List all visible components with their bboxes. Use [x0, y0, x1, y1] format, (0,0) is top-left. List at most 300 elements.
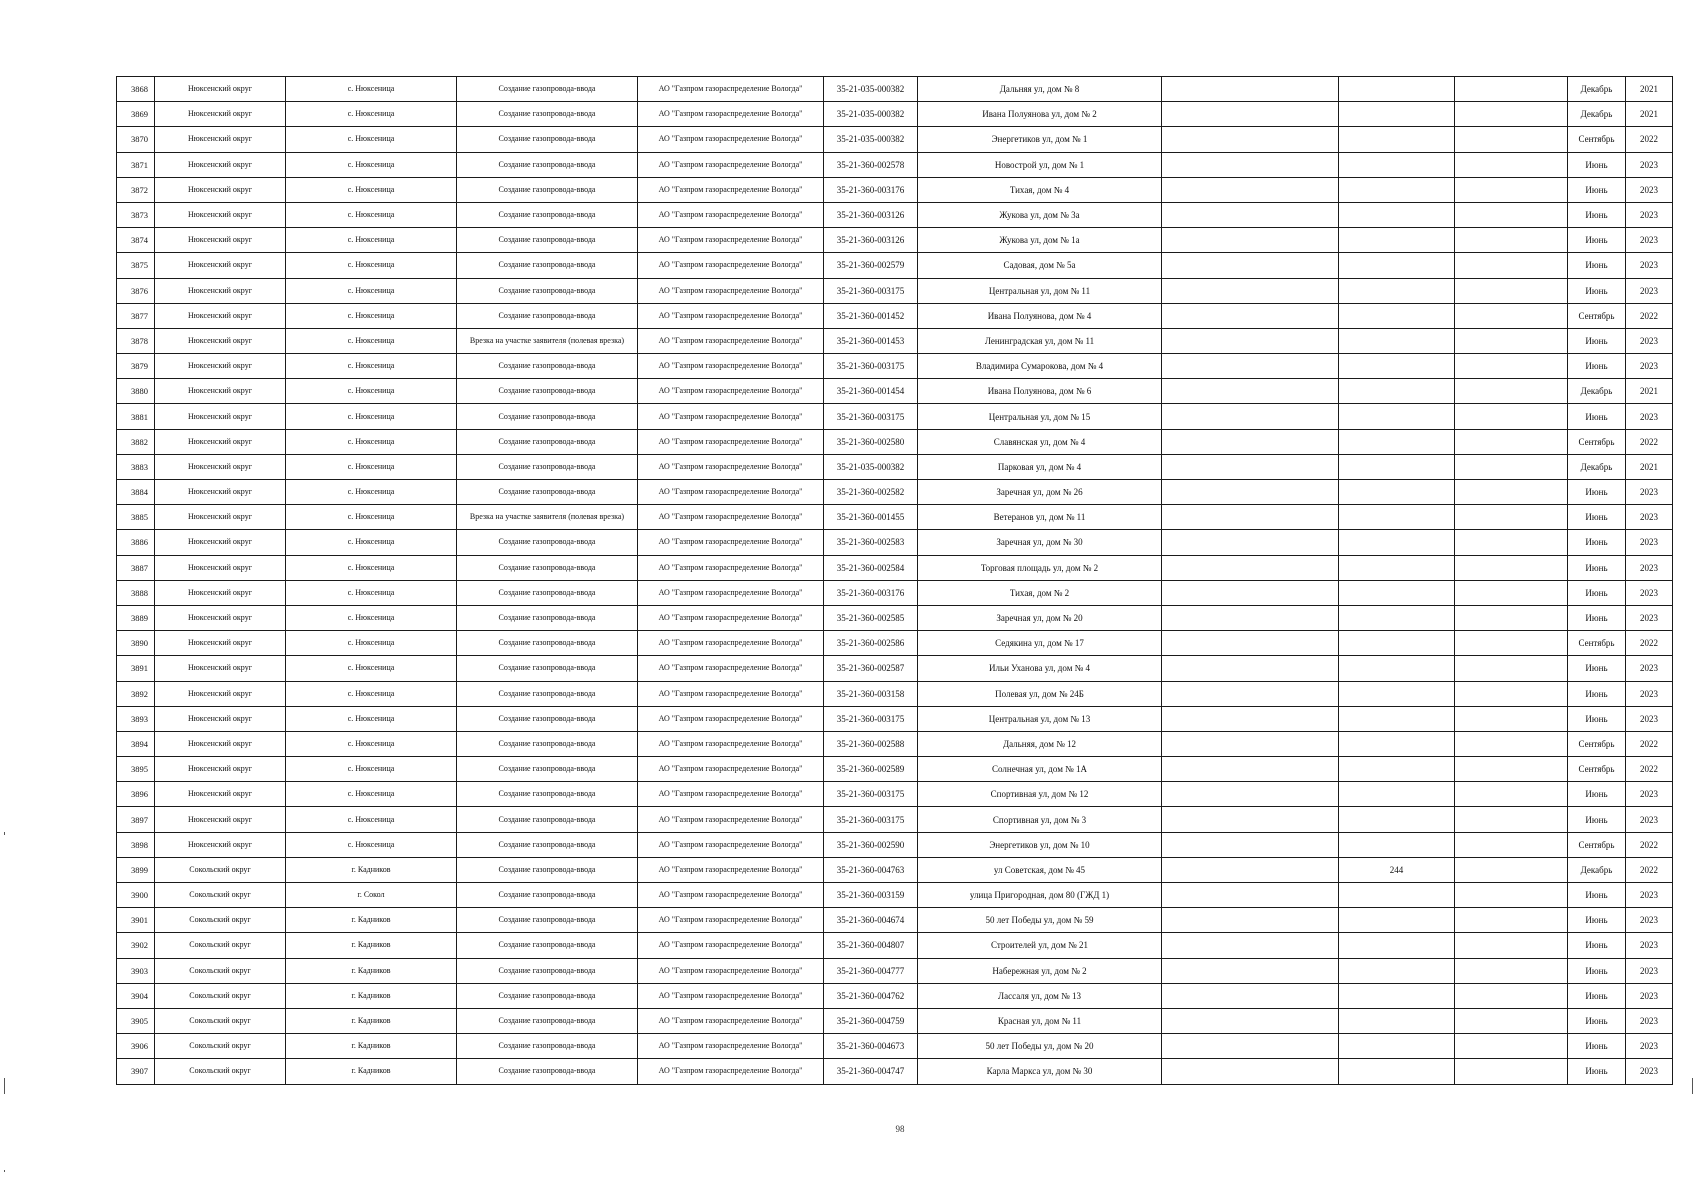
work-type-cell: Создание газопровода-ввода	[457, 555, 638, 580]
empty-cell	[1455, 303, 1568, 328]
address-cell: Спортивная ул, дом № 3	[918, 807, 1162, 832]
row-number: 3885	[117, 505, 155, 530]
locality-cell: г. Кадников	[286, 857, 457, 882]
work-type-cell: Создание газопровода-ввода	[457, 1008, 638, 1033]
locality-cell: г. Кадников	[286, 1008, 457, 1033]
empty-cell	[1455, 706, 1568, 731]
work-type-cell: Создание газопровода-ввода	[457, 253, 638, 278]
empty-cell	[1162, 631, 1339, 656]
locality-cell: с. Нюксеница	[286, 177, 457, 202]
company-cell: АО "Газпром газораспределение Вологда"	[638, 278, 824, 303]
company-cell: АО "Газпром газораспределение Вологда"	[638, 152, 824, 177]
code-cell: 35-21-360-002582	[824, 480, 918, 505]
extra-value-cell	[1339, 228, 1455, 253]
work-type-cell: Создание газопровода-ввода	[457, 354, 638, 379]
locality-cell: с. Нюксеница	[286, 102, 457, 127]
row-number: 3878	[117, 328, 155, 353]
scan-edge-mark	[4, 832, 5, 835]
empty-cell	[1455, 328, 1568, 353]
extra-value-cell	[1339, 278, 1455, 303]
address-cell: Полевая ул, дом № 24Б	[918, 681, 1162, 706]
work-type-cell: Создание газопровода-ввода	[457, 429, 638, 454]
empty-cell	[1455, 857, 1568, 882]
code-cell: 35-21-360-002586	[824, 631, 918, 656]
extra-value-cell	[1339, 354, 1455, 379]
empty-cell	[1455, 505, 1568, 530]
company-cell: АО "Газпром газораспределение Вологда"	[638, 177, 824, 202]
district-cell: Нюксенский округ	[155, 328, 286, 353]
district-cell: Нюксенский округ	[155, 127, 286, 152]
company-cell: АО "Газпром газораспределение Вологда"	[638, 77, 824, 102]
code-cell: 35-21-360-001455	[824, 505, 918, 530]
empty-cell	[1162, 454, 1339, 479]
year-cell: 2023	[1626, 883, 1673, 908]
empty-cell	[1162, 480, 1339, 505]
year-cell: 2023	[1626, 706, 1673, 731]
company-cell: АО "Газпром газораспределение Вологда"	[638, 1034, 824, 1059]
extra-value-cell	[1339, 127, 1455, 152]
row-number: 3893	[117, 706, 155, 731]
district-cell: Нюксенский округ	[155, 454, 286, 479]
extra-value-cell	[1339, 505, 1455, 530]
code-cell: 35-21-360-004674	[824, 908, 918, 933]
code-cell: 35-21-360-004777	[824, 958, 918, 983]
extra-value-cell	[1339, 605, 1455, 630]
row-number: 3883	[117, 454, 155, 479]
code-cell: 35-21-360-002583	[824, 530, 918, 555]
row-number: 3875	[117, 253, 155, 278]
empty-cell	[1455, 731, 1568, 756]
address-cell: Центральная ул, дом № 11	[918, 278, 1162, 303]
code-cell: 35-21-360-001452	[824, 303, 918, 328]
empty-cell	[1162, 404, 1339, 429]
empty-cell	[1455, 605, 1568, 630]
district-cell: Нюксенский округ	[155, 228, 286, 253]
extra-value-cell	[1339, 480, 1455, 505]
extra-value-cell	[1339, 454, 1455, 479]
table-row	[117, 303, 1673, 328]
empty-cell	[1162, 228, 1339, 253]
locality-cell: с. Нюксеница	[286, 77, 457, 102]
table-row	[117, 1059, 1673, 1084]
company-cell: АО "Газпром газораспределение Вологда"	[638, 253, 824, 278]
table-row	[117, 278, 1673, 303]
year-cell: 2022	[1626, 832, 1673, 857]
locality-cell: с. Нюксеница	[286, 127, 457, 152]
extra-value-cell	[1339, 631, 1455, 656]
empty-cell	[1162, 782, 1339, 807]
code-cell: 35-21-360-004759	[824, 1008, 918, 1033]
table-row	[117, 857, 1673, 882]
address-cell: Дальняя ул, дом № 8	[918, 77, 1162, 102]
year-cell: 2023	[1626, 958, 1673, 983]
district-cell: Нюксенский округ	[155, 278, 286, 303]
year-cell: 2022	[1626, 127, 1673, 152]
year-cell: 2023	[1626, 681, 1673, 706]
year-cell: 2022	[1626, 631, 1673, 656]
district-cell: Нюксенский округ	[155, 77, 286, 102]
code-cell: 35-21-360-003175	[824, 354, 918, 379]
address-cell: Новострой ул, дом № 1	[918, 152, 1162, 177]
extra-value-cell	[1339, 152, 1455, 177]
extra-value-cell	[1339, 202, 1455, 227]
row-number: 3882	[117, 429, 155, 454]
company-cell: АО "Газпром газораспределение Вологда"	[638, 908, 824, 933]
address-cell: Ивана Полуянова ул, дом № 2	[918, 102, 1162, 127]
address-cell: Ивана Полуянова, дом № 6	[918, 379, 1162, 404]
table-row	[117, 681, 1673, 706]
month-cell: Декабрь	[1568, 857, 1626, 882]
company-cell: АО "Газпром газораспределение Вологда"	[638, 202, 824, 227]
empty-cell	[1455, 933, 1568, 958]
district-cell: Нюксенский округ	[155, 832, 286, 857]
code-cell: 35-21-360-003175	[824, 706, 918, 731]
locality-cell: с. Нюксеница	[286, 757, 457, 782]
work-type-cell: Создание газопровода-ввода	[457, 757, 638, 782]
empty-cell	[1455, 480, 1568, 505]
row-number: 3874	[117, 228, 155, 253]
company-cell: АО "Газпром газораспределение Вологда"	[638, 505, 824, 530]
district-cell: Нюксенский округ	[155, 202, 286, 227]
company-cell: АО "Газпром газораспределение Вологда"	[638, 631, 824, 656]
empty-cell	[1455, 202, 1568, 227]
district-cell: Нюксенский округ	[155, 505, 286, 530]
year-cell: 2023	[1626, 983, 1673, 1008]
district-cell: Нюксенский округ	[155, 757, 286, 782]
code-cell: 35-21-360-002588	[824, 731, 918, 756]
empty-cell	[1162, 807, 1339, 832]
month-cell: Июнь	[1568, 404, 1626, 429]
empty-cell	[1455, 958, 1568, 983]
empty-cell	[1162, 1008, 1339, 1033]
extra-value-cell	[1339, 908, 1455, 933]
address-cell: Тихая, дом № 4	[918, 177, 1162, 202]
address-cell: Седякина ул, дом № 17	[918, 631, 1162, 656]
empty-cell	[1162, 253, 1339, 278]
locality-cell: с. Нюксеница	[286, 681, 457, 706]
company-cell: АО "Газпром газораспределение Вологда"	[638, 404, 824, 429]
month-cell: Июнь	[1568, 328, 1626, 353]
extra-value-cell	[1339, 958, 1455, 983]
month-cell: Сентябрь	[1568, 303, 1626, 328]
year-cell: 2023	[1626, 354, 1673, 379]
code-cell: 35-21-360-003158	[824, 681, 918, 706]
locality-cell: с. Нюксеница	[286, 379, 457, 404]
table-row	[117, 580, 1673, 605]
work-type-cell: Создание газопровода-ввода	[457, 958, 638, 983]
row-number: 3906	[117, 1034, 155, 1059]
table-row	[117, 177, 1673, 202]
row-number: 3897	[117, 807, 155, 832]
district-cell: Нюксенский округ	[155, 656, 286, 681]
table-row	[117, 757, 1673, 782]
empty-cell	[1455, 379, 1568, 404]
empty-cell	[1162, 152, 1339, 177]
row-number: 3870	[117, 127, 155, 152]
table-row	[117, 958, 1673, 983]
table-row	[117, 605, 1673, 630]
year-cell: 2023	[1626, 480, 1673, 505]
empty-cell	[1455, 454, 1568, 479]
company-cell: АО "Газпром газораспределение Вологда"	[638, 681, 824, 706]
empty-cell	[1455, 278, 1568, 303]
code-cell: 35-21-035-000382	[824, 77, 918, 102]
company-cell: АО "Газпром газораспределение Вологда"	[638, 857, 824, 882]
month-cell: Сентябрь	[1568, 429, 1626, 454]
month-cell: Июнь	[1568, 480, 1626, 505]
row-number: 3869	[117, 102, 155, 127]
locality-cell: с. Нюксеница	[286, 480, 457, 505]
empty-cell	[1455, 631, 1568, 656]
row-number: 3892	[117, 681, 155, 706]
locality-cell: с. Нюксеница	[286, 832, 457, 857]
year-cell: 2023	[1626, 505, 1673, 530]
month-cell: Сентябрь	[1568, 757, 1626, 782]
address-cell: Центральная ул, дом № 15	[918, 404, 1162, 429]
address-cell: Энергетиков ул, дом № 1	[918, 127, 1162, 152]
table-row	[117, 731, 1673, 756]
locality-cell: с. Нюксеница	[286, 530, 457, 555]
empty-cell	[1455, 152, 1568, 177]
row-number: 3902	[117, 933, 155, 958]
empty-cell	[1455, 1034, 1568, 1059]
extra-value-cell	[1339, 580, 1455, 605]
locality-cell: с. Нюксеница	[286, 555, 457, 580]
address-cell: Ильи Уханова ул, дом № 4	[918, 656, 1162, 681]
row-number: 3876	[117, 278, 155, 303]
code-cell: 35-21-360-002580	[824, 429, 918, 454]
locality-cell: г. Кадников	[286, 908, 457, 933]
work-type-cell: Создание газопровода-ввода	[457, 77, 638, 102]
extra-value-cell	[1339, 1008, 1455, 1033]
work-type-cell: Создание газопровода-ввода	[457, 782, 638, 807]
district-cell: Нюксенский округ	[155, 530, 286, 555]
address-cell: Жукова ул, дом № 1а	[918, 228, 1162, 253]
code-cell: 35-21-360-002590	[824, 832, 918, 857]
address-cell: Парковая ул, дом № 4	[918, 454, 1162, 479]
address-cell: Тихая, дом № 2	[918, 580, 1162, 605]
row-number: 3895	[117, 757, 155, 782]
empty-cell	[1162, 958, 1339, 983]
company-cell: АО "Газпром газораспределение Вологда"	[638, 1059, 824, 1084]
code-cell: 35-21-360-002585	[824, 605, 918, 630]
company-cell: АО "Газпром газораспределение Вологда"	[638, 379, 824, 404]
table-row	[117, 1008, 1673, 1033]
year-cell: 2023	[1626, 278, 1673, 303]
empty-cell	[1455, 404, 1568, 429]
row-number: 3886	[117, 530, 155, 555]
row-number: 3871	[117, 152, 155, 177]
code-cell: 35-21-360-003175	[824, 404, 918, 429]
company-cell: АО "Газпром газораспределение Вологда"	[638, 580, 824, 605]
work-type-cell: Создание газопровода-ввода	[457, 202, 638, 227]
row-number: 3881	[117, 404, 155, 429]
code-cell: 35-21-360-002579	[824, 253, 918, 278]
work-type-cell: Создание газопровода-ввода	[457, 883, 638, 908]
month-cell: Декабрь	[1568, 379, 1626, 404]
table-row	[117, 328, 1673, 353]
address-cell: Заречная ул, дом № 20	[918, 605, 1162, 630]
district-cell: Нюксенский округ	[155, 731, 286, 756]
work-type-cell: Создание газопровода-ввода	[457, 983, 638, 1008]
empty-cell	[1455, 782, 1568, 807]
empty-cell	[1455, 177, 1568, 202]
empty-cell	[1162, 379, 1339, 404]
company-cell: АО "Газпром газораспределение Вологда"	[638, 757, 824, 782]
district-cell: Нюксенский округ	[155, 102, 286, 127]
month-cell: Июнь	[1568, 278, 1626, 303]
code-cell: 35-21-360-004673	[824, 1034, 918, 1059]
table-row	[117, 832, 1673, 857]
row-number: 3880	[117, 379, 155, 404]
address-cell: Строителей ул, дом № 21	[918, 933, 1162, 958]
locality-cell: с. Нюксеница	[286, 429, 457, 454]
locality-cell: г. Кадников	[286, 958, 457, 983]
locality-cell: с. Нюксеница	[286, 807, 457, 832]
year-cell: 2023	[1626, 253, 1673, 278]
locality-cell: с. Нюксеница	[286, 278, 457, 303]
table-row	[117, 202, 1673, 227]
month-cell: Июнь	[1568, 933, 1626, 958]
month-cell: Июнь	[1568, 656, 1626, 681]
code-cell: 35-21-360-003176	[824, 580, 918, 605]
empty-cell	[1455, 555, 1568, 580]
year-cell: 2022	[1626, 857, 1673, 882]
empty-cell	[1162, 555, 1339, 580]
code-cell: 35-21-360-004807	[824, 933, 918, 958]
code-cell: 35-21-360-003175	[824, 278, 918, 303]
district-cell: Сокольский округ	[155, 857, 286, 882]
work-type-cell: Создание газопровода-ввода	[457, 631, 638, 656]
company-cell: АО "Газпром газораспределение Вологда"	[638, 807, 824, 832]
table-row	[117, 454, 1673, 479]
empty-cell	[1162, 731, 1339, 756]
month-cell: Декабрь	[1568, 454, 1626, 479]
empty-cell	[1455, 757, 1568, 782]
empty-cell	[1455, 656, 1568, 681]
work-type-cell: Создание газопровода-ввода	[457, 857, 638, 882]
year-cell: 2023	[1626, 807, 1673, 832]
table-row	[117, 152, 1673, 177]
locality-cell: с. Нюксеница	[286, 706, 457, 731]
district-cell: Нюксенский округ	[155, 379, 286, 404]
month-cell: Декабрь	[1568, 102, 1626, 127]
address-cell: Лассаля ул, дом № 13	[918, 983, 1162, 1008]
year-cell: 2023	[1626, 933, 1673, 958]
empty-cell	[1162, 983, 1339, 1008]
work-type-cell: Создание газопровода-ввода	[457, 731, 638, 756]
extra-value-cell	[1339, 933, 1455, 958]
table-row	[117, 908, 1673, 933]
district-cell: Сокольский округ	[155, 1059, 286, 1084]
extra-value-cell	[1339, 77, 1455, 102]
month-cell: Июнь	[1568, 177, 1626, 202]
extra-value-cell	[1339, 983, 1455, 1008]
year-cell: 2023	[1626, 177, 1673, 202]
scan-edge-mark	[4, 1078, 5, 1094]
table-row	[117, 555, 1673, 580]
table-row	[117, 480, 1673, 505]
empty-cell	[1455, 530, 1568, 555]
company-cell: АО "Газпром газораспределение Вологда"	[638, 782, 824, 807]
locality-cell: г. Кадников	[286, 1034, 457, 1059]
empty-cell	[1455, 429, 1568, 454]
locality-cell: с. Нюксеница	[286, 303, 457, 328]
address-cell: Заречная ул, дом № 26	[918, 480, 1162, 505]
address-cell: ул Советская, дом № 45	[918, 857, 1162, 882]
extra-value-cell	[1339, 807, 1455, 832]
month-cell: Июнь	[1568, 253, 1626, 278]
district-cell: Нюксенский округ	[155, 303, 286, 328]
month-cell: Сентябрь	[1568, 631, 1626, 656]
extra-value-cell	[1339, 177, 1455, 202]
extra-value-cell	[1339, 883, 1455, 908]
month-cell: Июнь	[1568, 605, 1626, 630]
year-cell: 2022	[1626, 731, 1673, 756]
empty-cell	[1162, 177, 1339, 202]
table-row	[117, 1034, 1673, 1059]
row-number: 3868	[117, 77, 155, 102]
table-row	[117, 379, 1673, 404]
empty-cell	[1162, 580, 1339, 605]
empty-cell	[1162, 303, 1339, 328]
work-type-cell: Создание газопровода-ввода	[457, 303, 638, 328]
address-cell: Дальняя, дом № 12	[918, 731, 1162, 756]
table-row	[117, 228, 1673, 253]
work-type-cell: Врезка на участке заявителя (полевая врезка)	[457, 505, 638, 530]
company-cell: АО "Газпром газораспределение Вологда"	[638, 958, 824, 983]
work-type-cell: Создание газопровода-ввода	[457, 480, 638, 505]
empty-cell	[1162, 832, 1339, 857]
extra-value-cell	[1339, 328, 1455, 353]
work-type-cell: Создание газопровода-ввода	[457, 379, 638, 404]
empty-cell	[1162, 706, 1339, 731]
district-cell: Нюксенский округ	[155, 253, 286, 278]
district-cell: Сокольский округ	[155, 1008, 286, 1033]
locality-cell: с. Нюксеница	[286, 656, 457, 681]
table-row	[117, 253, 1673, 278]
locality-cell: с. Нюксеница	[286, 580, 457, 605]
empty-cell	[1162, 77, 1339, 102]
month-cell: Июнь	[1568, 152, 1626, 177]
year-cell: 2023	[1626, 404, 1673, 429]
address-cell: Солнечная ул, дом № 1А	[918, 757, 1162, 782]
empty-cell	[1162, 1034, 1339, 1059]
locality-cell: с. Нюксеница	[286, 228, 457, 253]
empty-cell	[1162, 681, 1339, 706]
locality-cell: г. Кадников	[286, 933, 457, 958]
scan-edge-mark	[1692, 1078, 1693, 1094]
row-number: 3907	[117, 1059, 155, 1084]
empty-cell	[1455, 127, 1568, 152]
code-cell: 35-21-360-003126	[824, 202, 918, 227]
address-cell: Центральная ул, дом № 13	[918, 706, 1162, 731]
table-row	[117, 706, 1673, 731]
row-number: 3890	[117, 631, 155, 656]
empty-cell	[1162, 102, 1339, 127]
row-number: 3879	[117, 354, 155, 379]
district-cell: Нюксенский округ	[155, 807, 286, 832]
row-number: 3873	[117, 202, 155, 227]
empty-cell	[1455, 681, 1568, 706]
address-cell: Заречная ул, дом № 30	[918, 530, 1162, 555]
table-row	[117, 102, 1673, 127]
company-cell: АО "Газпром газораспределение Вологда"	[638, 429, 824, 454]
extra-value-cell	[1339, 303, 1455, 328]
work-type-cell: Создание газопровода-ввода	[457, 580, 638, 605]
year-cell: 2023	[1626, 908, 1673, 933]
row-number: 3872	[117, 177, 155, 202]
